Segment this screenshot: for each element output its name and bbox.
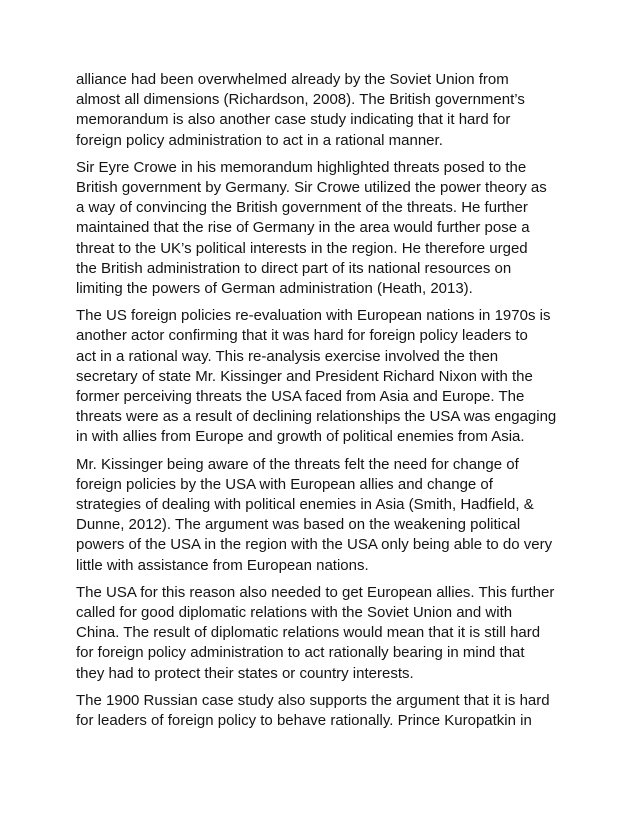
text-line: maintained that the rise of Germany in the area would further pose a bbox=[76, 219, 530, 237]
text-line: little with assistance from European nations. bbox=[76, 556, 369, 574]
text-line: almost all dimensions (Richardson, 2008). The British government’s bbox=[76, 91, 525, 109]
text-line: foreign policies by the USA with European allies and change of bbox=[76, 475, 493, 493]
text-line: foreign policy administration to act in a rational manner. bbox=[76, 131, 443, 149]
text-line: threats were as a result of declining relationships the USA was engaging bbox=[76, 408, 557, 426]
text-line: Mr. Kissinger being aware of the threats felt the need for change of bbox=[76, 455, 519, 473]
text-line: for leaders of foreign policy to behave rationally. Prince Kuropatkin in bbox=[76, 712, 532, 730]
text-line: strategies of dealing with political enemies in Asia (Smith, Hadfield, & bbox=[76, 496, 534, 514]
text-line: limiting the powers of German administration (Heath, 2013). bbox=[76, 280, 473, 298]
text-line: The 1900 Russian case study also supports the argument that it is hard bbox=[76, 691, 550, 709]
text-line: a way of convincing the British government of the threats. He further bbox=[76, 199, 528, 217]
paragraph-5 bbox=[76, 583, 576, 684]
paragraph-3 bbox=[76, 306, 576, 447]
text-line: another actor confirming that it was hard for foreign policy leaders to bbox=[76, 327, 528, 345]
paragraph-4 bbox=[76, 455, 576, 576]
text-line: the British administration to direct part of its national resources on bbox=[76, 259, 512, 277]
text-line: China. The result of diplomatic relations would mean that it is still hard bbox=[76, 624, 541, 642]
text-line: in with allies from Europe and growth of political enemies from Asia. bbox=[76, 428, 525, 446]
text-line: alliance had been overwhelmed already by the Soviet Union from bbox=[76, 71, 509, 88]
paragraph-2 bbox=[76, 158, 576, 299]
text-line: memorandum is also another case study indicating that it hard for bbox=[76, 111, 511, 129]
text-line: Dunne, 2012). The argument was based on the weakening political bbox=[76, 516, 521, 534]
text-line: British government by Germany. Sir Crowe utilized the power theory as bbox=[76, 179, 547, 197]
text-line: secretary of state Mr. Kissinger and President Richard Nixon with the bbox=[76, 367, 533, 385]
text-line: for foreign policy administration to act rationally bearing in mind that bbox=[76, 644, 525, 662]
text-line: The US foreign policies re-evaluation with European nations in 1970s is bbox=[76, 307, 551, 325]
text-line: act in a rational way. This re-analysis exercise involved the then bbox=[76, 347, 499, 365]
text-line: The USA for this reason also needed to get European allies. This further bbox=[76, 583, 555, 601]
text-line: called for good diplomatic relations with the Soviet Union and with bbox=[76, 604, 513, 622]
text-line: Sir Eyre Crowe in his memorandum highlighted threats posed to the bbox=[76, 158, 527, 176]
paragraph-6 bbox=[76, 691, 576, 731]
text-line: powers of the USA in the region with the USA only being able to do very bbox=[76, 536, 553, 554]
text-line: they had to protect their states or country interests. bbox=[76, 664, 414, 682]
paragraph-1 bbox=[76, 70, 576, 151]
text-line: former perceiving threats the USA faced from Asia and Europe. The bbox=[76, 388, 525, 406]
document-page bbox=[76, 70, 576, 738]
text-line: threat to the UK’s political interests in the region. He therefore urged bbox=[76, 239, 528, 257]
